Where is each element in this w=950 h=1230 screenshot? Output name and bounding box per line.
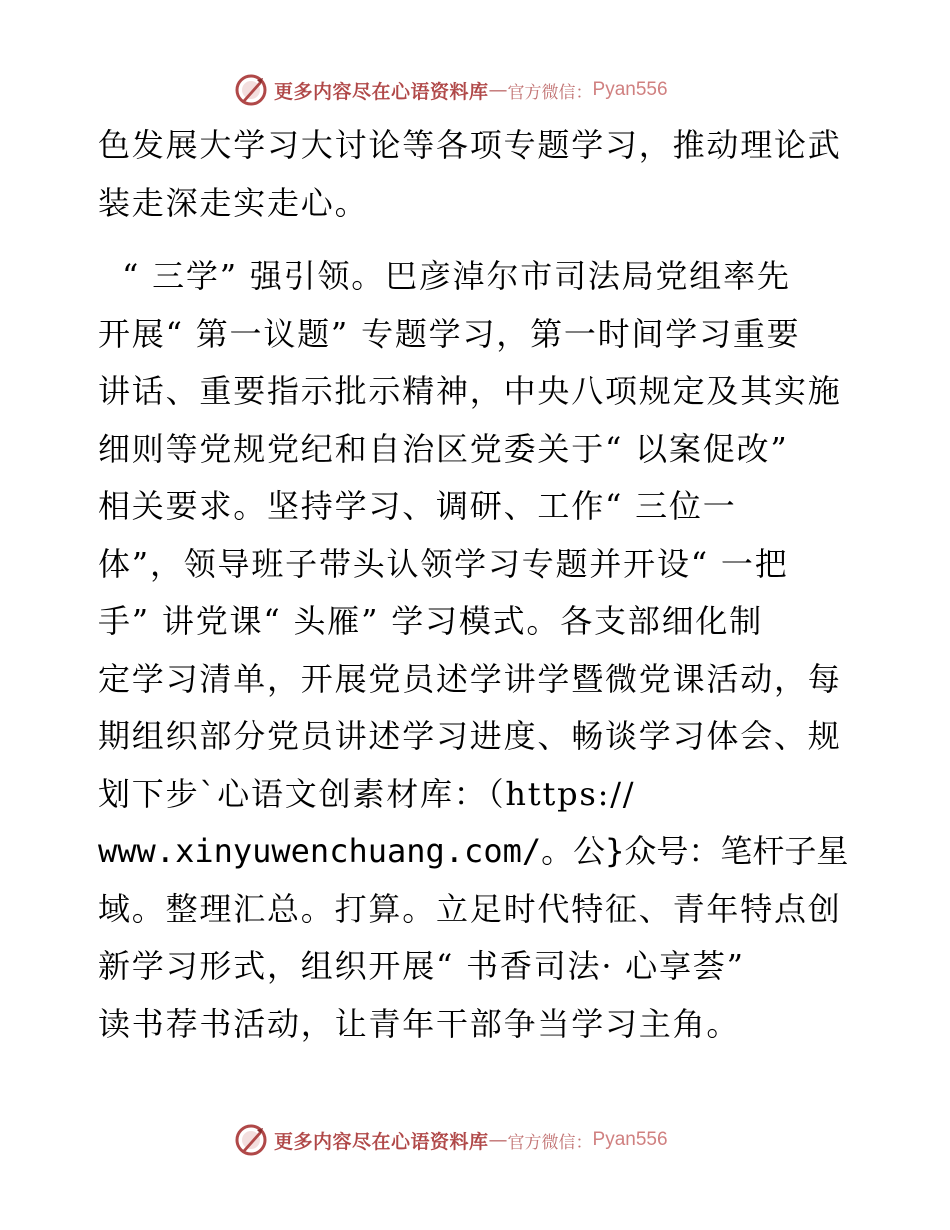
banner-account-id: Pyan556 (592, 79, 668, 100)
footer-watermark-banner (234, 1122, 668, 1158)
text-line: 讲话、重要指示批示精神，中央八项规定及其实施 (98, 372, 842, 410)
text-line: 新学习形式，组织开展“ 书香司法· 心享荟” (98, 947, 745, 985)
banner-main-text: 更多内容尽在心语资料库 (274, 1130, 489, 1153)
paragraph-gap (98, 232, 858, 248)
banner-separator: — (488, 79, 508, 101)
header-watermark-banner (234, 72, 668, 108)
text-line: 定学习清单，开展党员述学讲学暨微党课活动，每 (98, 659, 842, 698)
text-line: 体”，领导班子带头认领学习专题并开设“ 一把 (98, 544, 789, 583)
paragraph-2 (98, 248, 858, 1053)
text-line: 手” 讲党课“ 头雁” 学习模式。各支部细化制 (98, 602, 763, 640)
banner-label: 官方微信： (507, 82, 593, 103)
text-line: 期组织部分党员讲述学习进度、畅谈学习体会、规 (98, 717, 842, 755)
text-line: 域。整理汇总。打算。立足时代特征、青年特点创 (98, 889, 842, 928)
text-line: 装走深走实走心。 (98, 183, 369, 222)
text-line: “ 三学” 强引领。巴彦淖尔市司法局党组率先 (122, 257, 791, 295)
body-text (98, 117, 858, 1053)
quill-seal-logo-icon (234, 1123, 268, 1157)
text-line: 读书荐书活动，让青年干部争当学习主角。 (98, 1004, 741, 1043)
banner-separator: — (488, 1129, 508, 1151)
banner-label: 官方微信： (507, 1132, 593, 1153)
text-line: 开展“ 第一议题” 专题学习，第一时间学习重要 (98, 314, 801, 353)
text-line: 细则等党规党纪和自治区党委关于“ 以案促改” (98, 429, 789, 468)
text-line: 色发展大学习大讨论等各项专题学习，推动理论武 (98, 126, 842, 164)
url-text-line: www.xinyuwenchuang.com/。公}众号：笔杆子星 (98, 832, 849, 870)
quill-seal-logo-icon (234, 73, 268, 107)
text-line: 划下步`心语文创素材库：（https:// (98, 774, 636, 813)
banner-main-text: 更多内容尽在心语资料库 (274, 80, 489, 103)
paragraph-1 (98, 117, 858, 232)
banner-account-id: Pyan556 (592, 1129, 668, 1150)
text-line: 相关要求。坚持学习、调研、工作“ 三位一 (98, 487, 737, 525)
